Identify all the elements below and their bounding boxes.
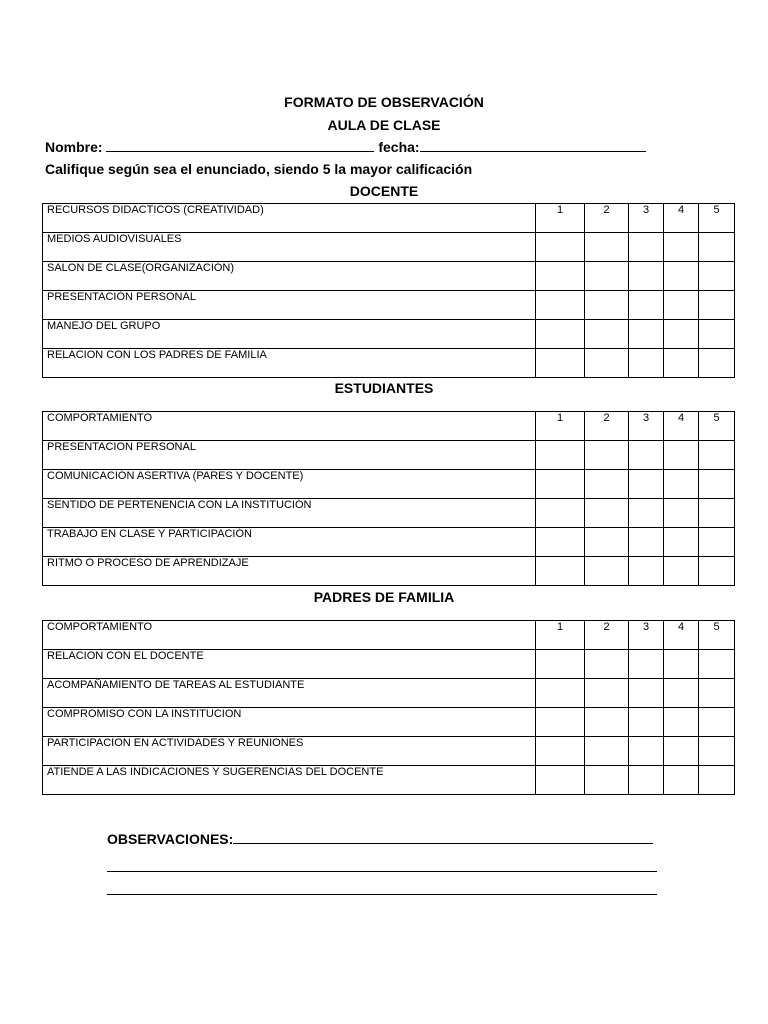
table-row bbox=[43, 650, 735, 679]
rating-cell[interactable] bbox=[699, 679, 735, 708]
observations-label: OBSERVACIONES: bbox=[107, 831, 234, 847]
rating-cell[interactable] bbox=[536, 291, 585, 320]
item-label: PRESENTACION PERSONAL bbox=[43, 441, 536, 470]
rating-cell[interactable] bbox=[629, 320, 664, 349]
rating-cell[interactable] bbox=[699, 557, 735, 586]
rating-cell[interactable] bbox=[536, 650, 585, 679]
item-label: SALON DE CLASE(ORGANIZACIÓN) bbox=[43, 262, 536, 291]
item-label: PARTICIPACION EN ACTIVIDADES Y REUNIONES bbox=[43, 737, 536, 766]
scale-header: 3 bbox=[629, 621, 664, 650]
scale-header: 5 bbox=[699, 204, 735, 233]
rating-cell[interactable] bbox=[536, 441, 585, 470]
rating-cell[interactable] bbox=[585, 737, 629, 766]
scale-header: 2 bbox=[585, 621, 629, 650]
rating-cell[interactable] bbox=[585, 349, 629, 378]
scale-header: 4 bbox=[664, 204, 699, 233]
rating-cell[interactable] bbox=[699, 320, 735, 349]
section-title-padres: PADRES DE FAMILIA bbox=[313, 589, 455, 605]
table-row bbox=[43, 441, 735, 470]
rating-cell[interactable] bbox=[585, 291, 629, 320]
rating-cell[interactable] bbox=[629, 708, 664, 737]
scale-header: 4 bbox=[664, 621, 699, 650]
name-field[interactable] bbox=[106, 151, 374, 152]
rating-cell[interactable] bbox=[664, 650, 699, 679]
form-title: FORMATO DE OBSERVACIÓN bbox=[284, 94, 484, 110]
rating-cell[interactable] bbox=[629, 291, 664, 320]
scale-header: 3 bbox=[629, 204, 664, 233]
rating-cell[interactable] bbox=[699, 708, 735, 737]
rating-cell[interactable] bbox=[585, 441, 629, 470]
rating-cell[interactable] bbox=[699, 441, 735, 470]
rating-cell[interactable] bbox=[699, 233, 735, 262]
item-label: PRESENTACIÓN PERSONAL bbox=[43, 291, 536, 320]
rating-cell[interactable] bbox=[664, 528, 699, 557]
rating-cell[interactable] bbox=[664, 679, 699, 708]
date-label: fecha: bbox=[378, 139, 420, 155]
rating-cell[interactable] bbox=[629, 470, 664, 499]
item-label: RECURSOS DIDACTICOS (CREATIVIDAD) bbox=[43, 204, 536, 233]
scale-header: 4 bbox=[664, 412, 699, 441]
section-title-docente: DOCENTE bbox=[349, 183, 419, 199]
table-row bbox=[43, 766, 735, 795]
item-label: ATIENDE A LAS INDICACIONES Y SUGERENCIAS DEL DOCENTE bbox=[43, 766, 536, 795]
table-row bbox=[43, 320, 735, 349]
table-row bbox=[43, 737, 735, 766]
rating-cell[interactable] bbox=[664, 349, 699, 378]
rating-cell[interactable] bbox=[536, 766, 585, 795]
item-label: COMPORTAMIENTO bbox=[43, 412, 536, 441]
rating-cell[interactable] bbox=[585, 233, 629, 262]
rating-cell[interactable] bbox=[664, 441, 699, 470]
rating-cell[interactable] bbox=[536, 557, 585, 586]
rating-cell[interactable] bbox=[699, 499, 735, 528]
table-row bbox=[43, 291, 735, 320]
rating-cell[interactable] bbox=[585, 470, 629, 499]
observations-line-2[interactable] bbox=[107, 871, 657, 872]
rating-cell[interactable] bbox=[629, 737, 664, 766]
instructions: Califique según sea el enunciado, siendo 5 la mayor calificación bbox=[45, 161, 473, 177]
rating-cell[interactable] bbox=[629, 441, 664, 470]
name-date-line bbox=[45, 139, 646, 155]
rating-cell[interactable] bbox=[699, 470, 735, 499]
rating-cell[interactable] bbox=[629, 233, 664, 262]
table-row bbox=[43, 708, 735, 737]
rating-cell[interactable] bbox=[699, 262, 735, 291]
rating-cell[interactable] bbox=[664, 766, 699, 795]
table-row bbox=[43, 528, 735, 557]
rating-cell[interactable] bbox=[664, 708, 699, 737]
rating-cell[interactable] bbox=[585, 679, 629, 708]
rating-cell[interactable] bbox=[699, 650, 735, 679]
section-title-estudiantes: ESTUDIANTES bbox=[334, 380, 434, 396]
rating-cell[interactable] bbox=[585, 528, 629, 557]
scale-header: 5 bbox=[699, 621, 735, 650]
table-row bbox=[43, 557, 735, 586]
scale-header: 3 bbox=[629, 412, 664, 441]
rating-cell[interactable] bbox=[629, 528, 664, 557]
rating-cell[interactable] bbox=[629, 766, 664, 795]
item-label: RITMO O PROCESO DE APRENDIZAJE bbox=[43, 557, 536, 586]
observations-field[interactable] bbox=[233, 843, 653, 844]
rating-cell[interactable] bbox=[629, 499, 664, 528]
rating-cell[interactable] bbox=[536, 679, 585, 708]
table-row bbox=[43, 470, 735, 499]
item-label: COMPROMISO CON LA INSTITUCION bbox=[43, 708, 536, 737]
item-label: COMUNICACIÓN ASERTIVA (PARES Y DOCENTE) bbox=[43, 470, 536, 499]
rating-cell[interactable] bbox=[536, 233, 585, 262]
rating-cell[interactable] bbox=[585, 766, 629, 795]
rating-cell[interactable] bbox=[585, 650, 629, 679]
rating-cell[interactable] bbox=[664, 320, 699, 349]
table-padres bbox=[42, 620, 735, 795]
observations-line bbox=[107, 831, 653, 847]
rating-cell[interactable] bbox=[699, 349, 735, 378]
item-label: MANEJO DEL GRUPO bbox=[43, 320, 536, 349]
rating-cell[interactable] bbox=[629, 650, 664, 679]
rating-cell[interactable] bbox=[536, 499, 585, 528]
rating-cell[interactable] bbox=[664, 291, 699, 320]
rating-cell[interactable] bbox=[536, 262, 585, 291]
form-subtitle: AULA DE CLASE bbox=[327, 117, 441, 133]
rating-cell[interactable] bbox=[699, 528, 735, 557]
item-label: TRABAJO EN CLASE Y PARTICIPACIÓN bbox=[43, 528, 536, 557]
item-label: SENTIDO DE PERTENENCIA CON LA INSTITUCIÓN bbox=[43, 499, 536, 528]
rating-cell[interactable] bbox=[664, 557, 699, 586]
scale-header: 2 bbox=[585, 412, 629, 441]
rating-cell[interactable] bbox=[536, 470, 585, 499]
table-row bbox=[43, 499, 735, 528]
rating-cell[interactable] bbox=[585, 262, 629, 291]
scale-header: 1 bbox=[536, 621, 585, 650]
name-label: Nombre: bbox=[45, 139, 103, 155]
table-row bbox=[43, 349, 735, 378]
item-label: RELACION CON LOS PADRES DE FAMILIA bbox=[43, 349, 536, 378]
scale-header: 1 bbox=[536, 412, 585, 441]
item-label: RELACION CON EL DOCENTE bbox=[43, 650, 536, 679]
table-estudiantes bbox=[42, 411, 735, 586]
rating-cell[interactable] bbox=[629, 679, 664, 708]
rating-cell[interactable] bbox=[585, 708, 629, 737]
rating-cell[interactable] bbox=[536, 349, 585, 378]
rating-cell[interactable] bbox=[699, 737, 735, 766]
rating-cell[interactable] bbox=[585, 320, 629, 349]
rating-cell[interactable] bbox=[585, 499, 629, 528]
item-label: ACOMPAÑAMIENTO DE TAREAS AL ESTUDIANTE bbox=[43, 679, 536, 708]
rating-cell[interactable] bbox=[536, 320, 585, 349]
table-row bbox=[43, 412, 735, 441]
rating-cell[interactable] bbox=[629, 557, 664, 586]
rating-cell[interactable] bbox=[664, 262, 699, 291]
rating-cell[interactable] bbox=[699, 766, 735, 795]
table-row bbox=[43, 262, 735, 291]
scale-header: 2 bbox=[585, 204, 629, 233]
table-row bbox=[43, 233, 735, 262]
rating-cell[interactable] bbox=[629, 262, 664, 291]
table-row bbox=[43, 679, 735, 708]
item-label: MEDIOS AUDIOVISUALES bbox=[43, 233, 536, 262]
rating-cell[interactable] bbox=[629, 349, 664, 378]
rating-cell[interactable] bbox=[664, 233, 699, 262]
observations-line-3[interactable] bbox=[107, 894, 657, 895]
rating-cell[interactable] bbox=[536, 528, 585, 557]
rating-cell[interactable] bbox=[536, 708, 585, 737]
table-docente bbox=[42, 203, 735, 378]
rating-cell[interactable] bbox=[664, 499, 699, 528]
rating-cell[interactable] bbox=[664, 737, 699, 766]
rating-cell[interactable] bbox=[585, 557, 629, 586]
scale-header: 1 bbox=[536, 204, 585, 233]
rating-cell[interactable] bbox=[664, 470, 699, 499]
item-label: COMPORTAMIENTO bbox=[43, 621, 536, 650]
table-row bbox=[43, 204, 735, 233]
date-field[interactable] bbox=[420, 151, 646, 152]
scale-header: 5 bbox=[699, 412, 735, 441]
rating-cell[interactable] bbox=[699, 291, 735, 320]
table-row bbox=[43, 621, 735, 650]
rating-cell[interactable] bbox=[536, 737, 585, 766]
